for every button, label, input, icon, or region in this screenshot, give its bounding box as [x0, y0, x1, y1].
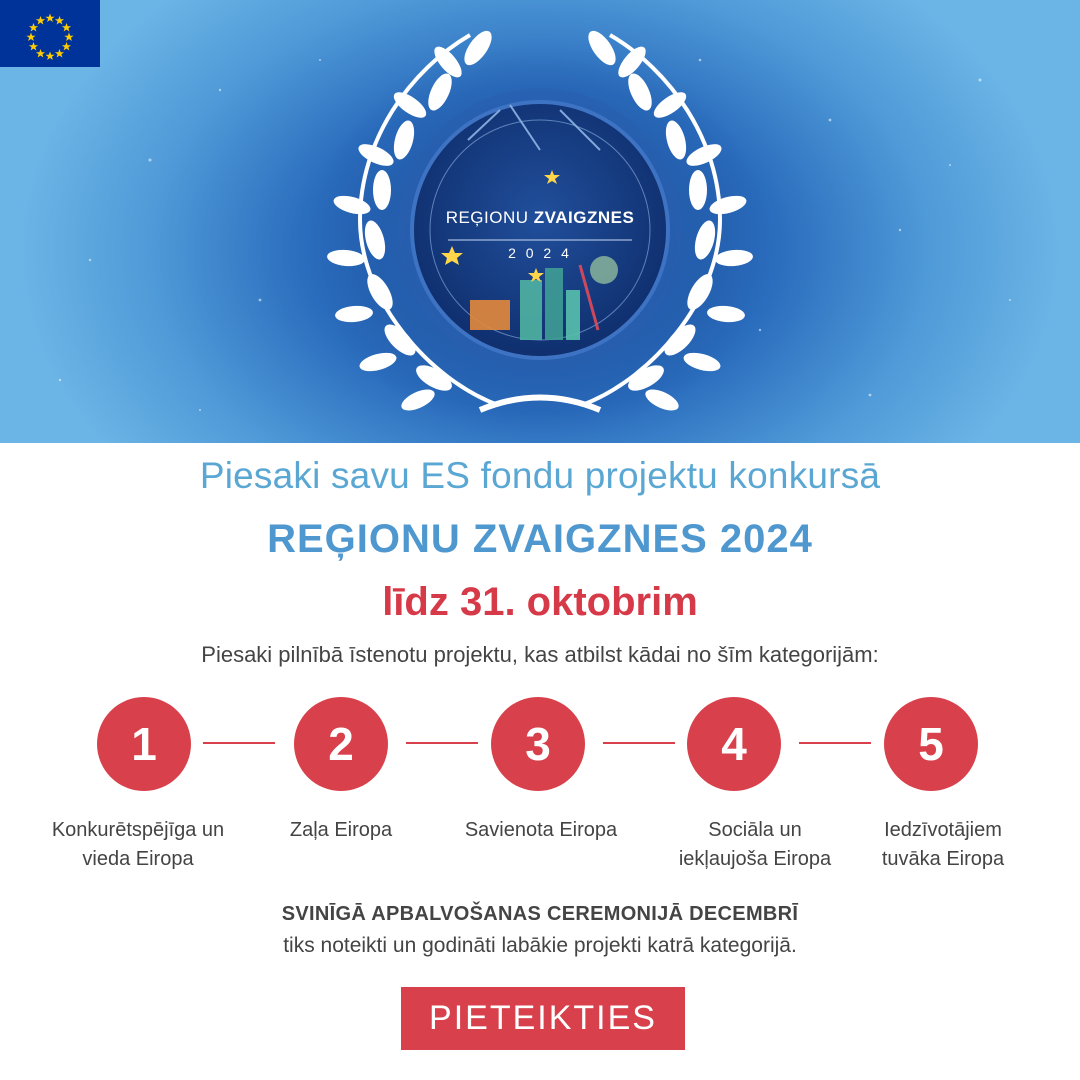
svg-text:REĢIONU ZVAIGZNES — [446, 208, 635, 227]
category-label-line: Zaļa Eiropa — [289, 819, 393, 841]
category-label-line: vieda Eiropa — [82, 848, 194, 870]
category-label-5 — [828, 816, 1058, 874]
hero-artwork — [0, 0, 1080, 443]
category-label-2 — [226, 816, 456, 845]
badge-title-emphasis: ZVAIGZNES — [533, 208, 635, 227]
eu-flag-icon — [0, 0, 100, 67]
hero-banner — [0, 0, 1080, 443]
category-label-3 — [426, 816, 656, 845]
badge-title-prefix: REĢIONU — [445, 208, 529, 227]
category-number-1: 1 — [97, 697, 191, 791]
headline-intro: Piesaki savu ES fondu projektu konkursā — [199, 455, 881, 496]
categories-intro: Piesaki pilnībā īstenotu projektu, kas atbilst kādai no šīm kategorijām: — [201, 642, 879, 667]
category-label-line: iekļaujoša Eiropa — [678, 848, 832, 870]
category-number-3: 3 — [491, 697, 585, 791]
category-label-line: tuvāka Eiropa — [881, 848, 1005, 870]
step-connector — [603, 742, 675, 744]
category-number-5: 5 — [884, 697, 978, 791]
step-connector — [799, 742, 871, 744]
ceremony-text: tiks noteikti un godināti labākie projekti katrā kategorijā. — [283, 934, 797, 957]
category-label-line: Iedzīvotājiem — [884, 819, 1002, 841]
badge-year: 2 0 2 4 — [508, 245, 572, 261]
category-label-line: Savienota Eiropa — [464, 819, 618, 841]
apply-button[interactable]: PIETEIKTIES — [401, 987, 685, 1050]
contest-title: REĢIONU ZVAIGZNES 2024 — [267, 517, 813, 561]
category-label-line: Sociāla un — [708, 819, 802, 841]
step-connector — [406, 742, 478, 744]
category-label-line: Konkurētspējīga un — [51, 819, 225, 841]
step-connector — [203, 742, 275, 744]
deadline-text: līdz 31. oktobrim — [382, 580, 698, 624]
category-label-1 — [23, 816, 253, 874]
ceremony-heading: SVINĪGĀ APBALVOŠANAS CEREMONIJĀ DECEMBRĪ — [281, 903, 799, 925]
category-number-4: 4 — [687, 697, 781, 791]
category-number-2: 2 — [294, 697, 388, 791]
